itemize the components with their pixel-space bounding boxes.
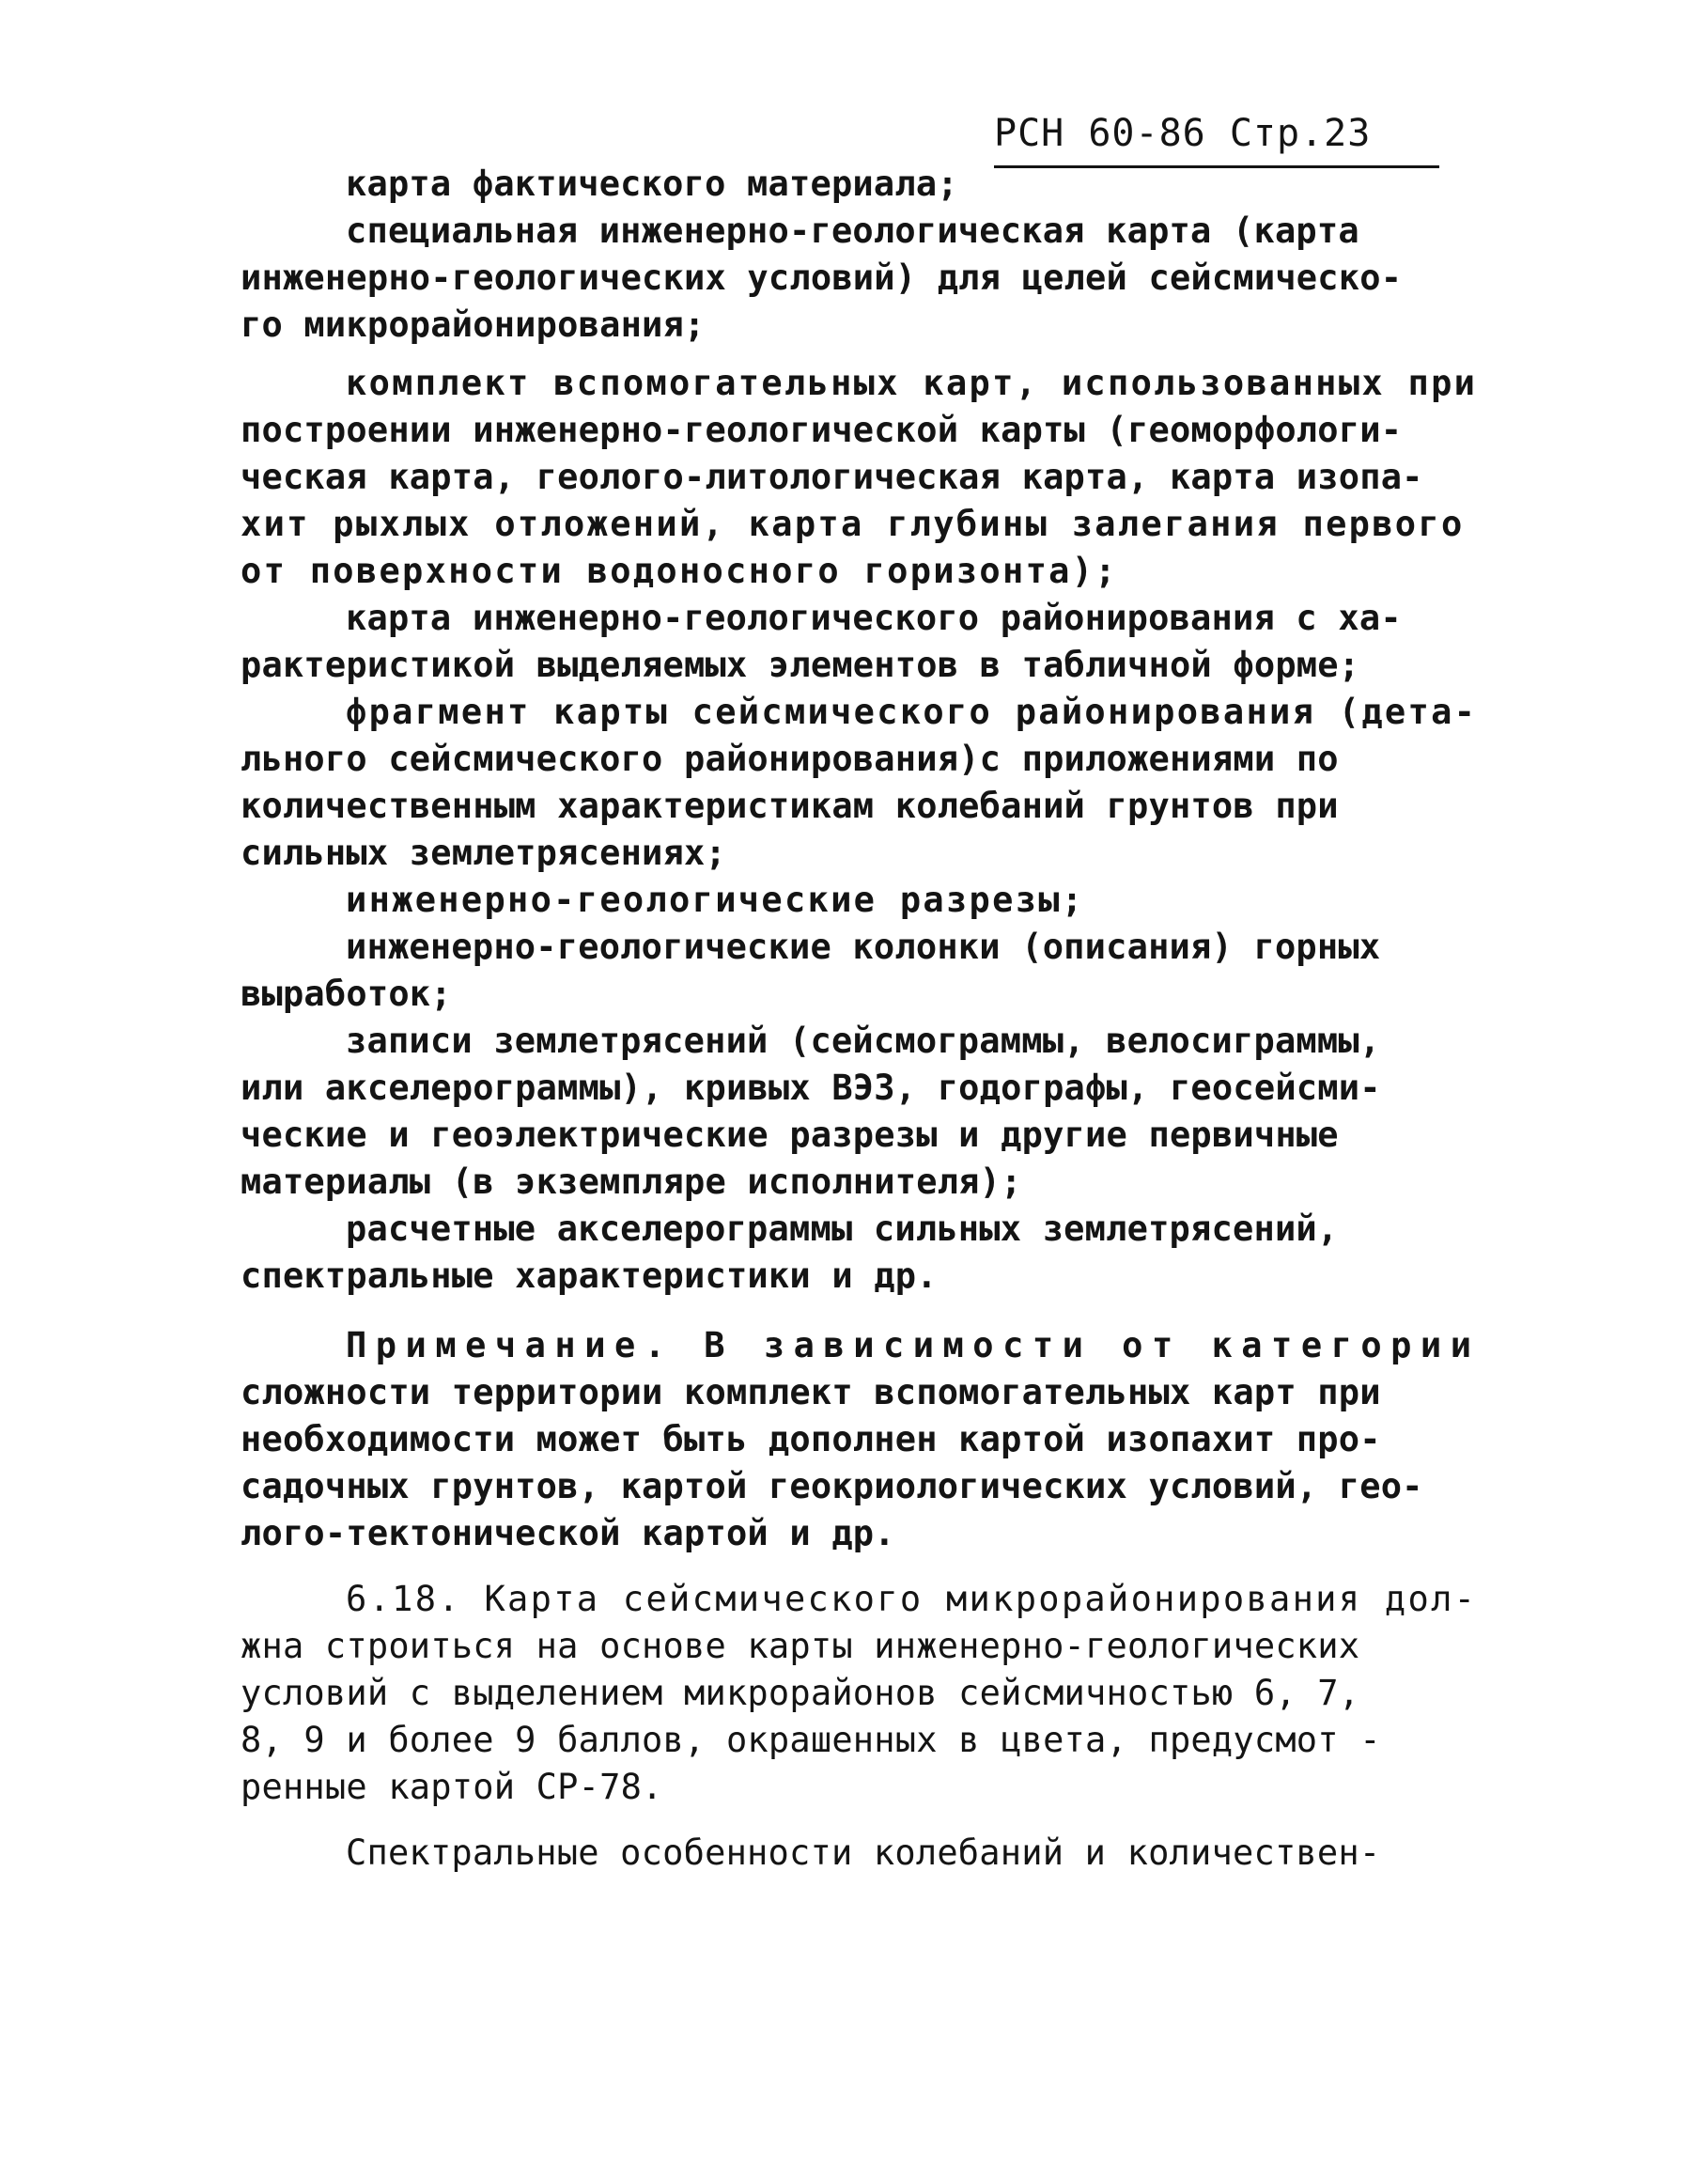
- page-header: РСН 60-86 Стр.23: [994, 111, 1439, 168]
- text-line: рактеристикой выделяемых элементов в табличной форме;: [241, 645, 1360, 685]
- text-line: комплект вспомогательных карт, использованных при: [346, 363, 1478, 403]
- text-line: сильных землетрясениях;: [241, 833, 726, 873]
- note-line: сложности территории комплект вспомогательных карт при: [241, 1372, 1381, 1412]
- text-line: инженерно-геологические колонки (описания) горных: [346, 927, 1381, 967]
- section-line: ренные картой СР-78.: [241, 1767, 663, 1807]
- section-line: 6.18. Карта сейсмического микрорайонирования дол-: [346, 1579, 1478, 1619]
- note-line: Примечание. В зависимости от категории: [346, 1325, 1481, 1365]
- text-line: спектральные характеристики и др.: [241, 1255, 938, 1296]
- section-line: Спектральные особенности колебаний и количествен-: [346, 1832, 1381, 1873]
- text-line: расчетные акселерограммы сильных землетрясений,: [346, 1208, 1339, 1249]
- text-line: материалы (в экземпляре исполнителя);: [241, 1162, 1022, 1202]
- text-line: карта фактического материала;: [346, 164, 958, 204]
- text-line: инженерно-геологических условий) для целей сейсмическо-: [241, 257, 1403, 298]
- text-line: записи землетрясений (сейсмограммы, велосиграммы,: [346, 1021, 1381, 1061]
- text-line: ческие и геоэлектрические разрезы и другие первичные: [241, 1115, 1339, 1155]
- note-line: необходимости может быть дополнен картой изопахит про-: [241, 1419, 1381, 1459]
- text-line: ческая карта, геолого-литологическая карта, карта изопа-: [241, 457, 1423, 497]
- section-line: жна строиться на основе карты инженерно-геологических: [241, 1626, 1360, 1666]
- text-line: хит рыхлых отложений, карта глубины залегания первого: [241, 504, 1465, 544]
- section-line: 8, 9 и более 9 баллов, окрашенных в цвета, предусмот -: [241, 1720, 1381, 1760]
- note-line: лого-тектонической картой и др.: [241, 1513, 895, 1553]
- text-line: го микрорайонирования;: [241, 304, 706, 345]
- section-line: условий с выделением микрорайонов сейсмичностью 6, 7,: [241, 1673, 1360, 1713]
- text-line: или акселерограммы), кривых ВЭЗ, годографы, геосейсми-: [241, 1068, 1381, 1108]
- text-line: выработок;: [241, 974, 452, 1014]
- text-line: построении инженерно-геологической карты (геоморфологи-: [241, 410, 1403, 450]
- text-line: количественным характеристикам колебаний грунтов при: [241, 786, 1339, 826]
- text-line: инженерно-геологические разрезы;: [346, 880, 1085, 920]
- note-line: садочных грунтов, картой геокриологических условий, гео-: [241, 1466, 1423, 1506]
- text-line: фрагмент карты сейсмического районирования (детa-: [346, 692, 1478, 732]
- text-line: специальная инженерно-геологическая карта (карта: [346, 211, 1359, 251]
- text-line: от поверхности водоносного горизонта);: [241, 551, 1118, 591]
- text-line: карта инженерно-геологического районирования с ха-: [346, 598, 1402, 638]
- text-line: льного сейсмического районирования)с приложениями по: [241, 739, 1339, 779]
